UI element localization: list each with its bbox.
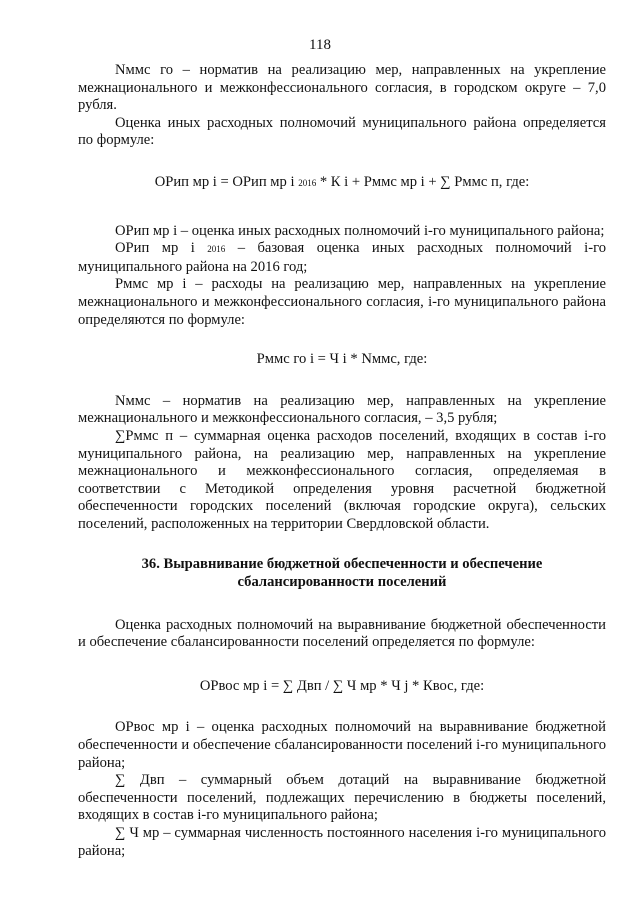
definition-nmms: Nммс – норматив на реализацию мер, направленных на укрепление межнационального и межконфессионального согласия, – 3,5 рубля; (78, 392, 606, 427)
definition-sum-population: ∑ Ч мр – суммарная численность постоянного населения i-го муниципального района; (78, 825, 606, 859)
formula-equalization: ОРвос мр i = ∑ Двп / ∑ Ч мр * Ч j * Квос, где: (199, 677, 485, 694)
paragraph-other-powers-intro: Оценка иных расходных полномочий муниципального района определяется по формуле: (78, 114, 606, 149)
paragraph-equalization-intro: Оценка расходных полномочий на выравнивание бюджетной обеспеченности и обеспечение сбалансированности поселений определяется по формуле: (78, 616, 606, 651)
paragraph-norm-city: Nммс го – норматив на реализацию мер, направленных на укрепление межнационального и межконфессионального согласия, в городском округе – 7,0 рубля. (78, 62, 606, 114)
definition-orip-2016 (78, 240, 606, 276)
formula-other-powers (78, 174, 606, 193)
definition-sum-rmms: ∑Рммс п – суммарная оценка расходов поселений, входящих в состав i-го муниципального района, на реализацию мер, направленных на укрепление межнационального и межконфессионального согласия, определяемая в соответствии с Методикой определения уровня расчетной бюджетной обеспеченности городских поселений (включая городские округа), сельских поселений, расположенных на территории Свердловской области. (78, 427, 606, 532)
definition-sum-dvp: ∑ Двп – суммарный объем дотаций на выравнивание бюджетной обеспеченности поселений, подлежащих перечислению в бюджеты поселений, входящих в состав i-го муниципального района; (78, 772, 606, 824)
definition-rmms-mr: Рммс мр i – расходы на реализацию мер, направленных на укрепление межнационального и межконфессионального согласия, i-го муниципального района определяются по формуле: (78, 276, 606, 328)
definition-text: – базовая оценка иных расходных полномочий i-го муниципального района на 2016 год; (78, 240, 606, 275)
page-number: 118 (309, 37, 331, 53)
definition-orip: ОРип мр i – оценка иных расходных полномочий i-го муниципального района; (115, 222, 605, 239)
formula-rmms: Рммс го i = Ч i * Nммс, где: (256, 351, 428, 368)
document-body (78, 62, 606, 860)
definition-term: ОРип мр i (115, 240, 208, 257)
definition-subscript: 2016 (207, 244, 226, 255)
definition-orvos: ОРвос мр i – оценка расходных полномочий на выравнивание бюджетной обеспеченности и обеспечение сбалансированности поселений i-го муниципального района; (78, 719, 606, 771)
section-heading: 36. Выравнивание бюджетной обеспеченности и обеспечение сбалансированности поселений (141, 556, 543, 591)
formula-part: * К i + Рммс мр i + ∑ Рммс п, где: (316, 173, 530, 190)
formula-subscript: 2016 (298, 177, 317, 188)
formula-part: ОРип мр i = ОРип мр i (154, 173, 299, 190)
